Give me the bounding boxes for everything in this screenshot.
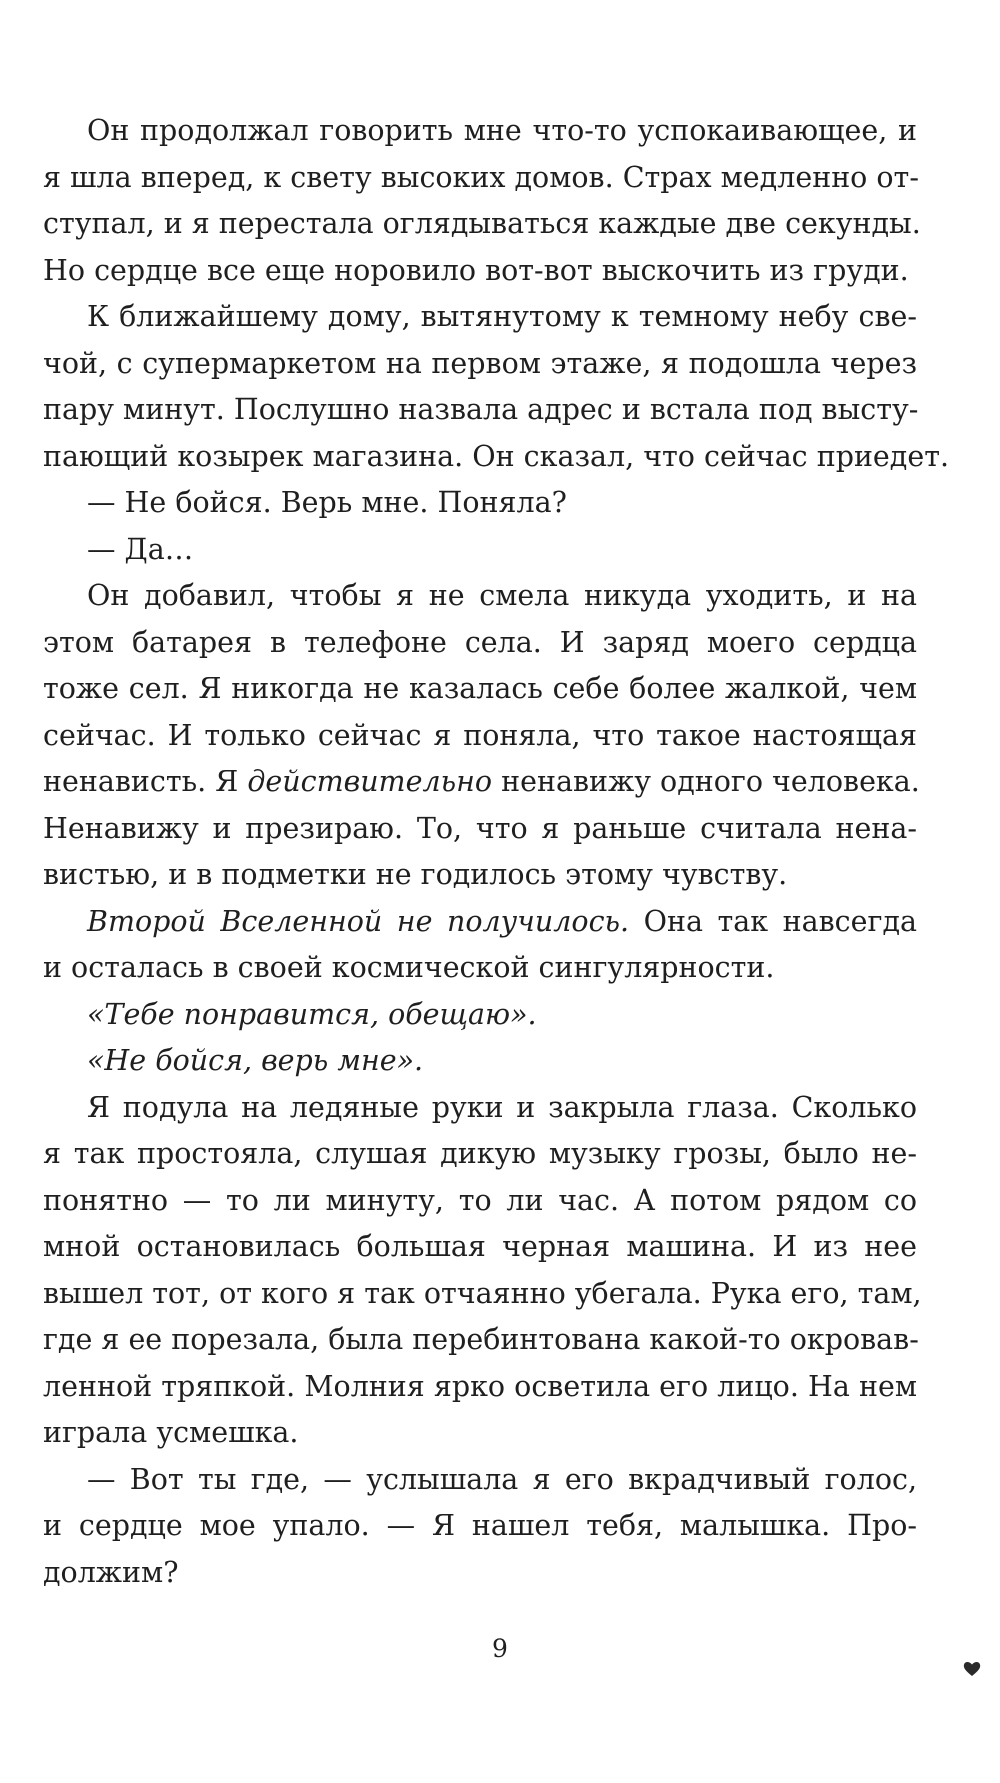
text-run: Я подула на ледяные руки и закрыла глаза. Сколько xyxy=(87,1090,917,1124)
text-line xyxy=(43,852,917,899)
text-run: пару минут. Послушно назвала адрес и встала под высту- xyxy=(43,393,919,426)
text-line xyxy=(43,1364,917,1411)
italic-text: Второй Вселенной не получилось. xyxy=(87,904,630,938)
text-line xyxy=(43,1085,917,1132)
text-line xyxy=(43,480,917,527)
text-run: вышел тот, от кого я так отчаянно убегала. Рука его, там, xyxy=(43,1276,922,1310)
italic-text: «Тебе понравится, обещаю». xyxy=(87,997,537,1031)
text-run: играла усмешка. xyxy=(43,1416,299,1449)
text-line xyxy=(43,1178,917,1225)
text-run: должим? xyxy=(43,1555,179,1589)
text-line xyxy=(43,992,917,1039)
text-line xyxy=(43,201,921,248)
text-run: сейчас. И только сейчас я поняла, что такое настоящая xyxy=(43,718,917,752)
text-line xyxy=(43,899,917,946)
text-line xyxy=(43,1457,917,1504)
text-run: и осталась в своей космической сингулярности. xyxy=(43,951,775,984)
text-line xyxy=(43,945,917,992)
text-run: чой, с супермаркетом на первом этаже, я подошла через xyxy=(43,346,917,380)
text-line xyxy=(43,1224,917,1271)
text-line xyxy=(43,294,917,341)
text-run: ступал, и я перестала оглядываться каждые две секунды. xyxy=(43,207,921,240)
text-run: К ближайшему дому, вытянутому к темному небу све- xyxy=(87,300,917,333)
text-run: Он продолжал говорить мне что-то успокаивающее, и xyxy=(87,114,917,147)
text-run: Она так навсегда xyxy=(629,904,917,938)
text-line xyxy=(43,155,917,202)
text-line xyxy=(43,620,917,667)
text-line xyxy=(43,248,917,295)
text-line xyxy=(43,759,920,806)
text-line xyxy=(43,806,917,853)
text-run: Но сердце все еще норовило вот-вот выскочить из груди. xyxy=(43,253,909,287)
text-line xyxy=(43,1038,917,1085)
text-line xyxy=(43,1410,917,1457)
text-line xyxy=(43,713,917,760)
heart-icon xyxy=(962,1659,982,1679)
text-run: мной остановилась большая черная машина. И из нее xyxy=(43,1230,917,1263)
text-run: тоже сел. Я никогда не казалась себе более жалкой, чем xyxy=(43,672,917,705)
text-line xyxy=(43,666,917,713)
text-line xyxy=(43,434,950,481)
text-line xyxy=(43,573,917,620)
text-run: Ненавижу и презираю. То, что я раньше считала нена- xyxy=(43,811,917,845)
text-line xyxy=(43,341,917,388)
text-run: Он добавил, чтобы я не смела никуда уходить, и на xyxy=(87,579,917,612)
text-line xyxy=(43,1131,917,1178)
page-body xyxy=(43,108,950,1596)
italic-text: действительно xyxy=(247,765,493,798)
text-line xyxy=(43,1317,917,1364)
page-number: 9 xyxy=(492,1634,508,1663)
text-line xyxy=(43,387,917,434)
text-run: понятно — то ли минуту, то ли час. А потом рядом со xyxy=(43,1183,917,1217)
text-run: вистью, и в подметки не годилось этому чувству. xyxy=(43,858,788,891)
text-run: — Не бойся. Верь мне. Поняла? xyxy=(87,486,567,519)
text-line xyxy=(43,1550,917,1597)
text-run: — Да… xyxy=(87,532,194,566)
text-run: — Вот ты где, — услышала я его вкрадчивый голос, xyxy=(87,1462,917,1496)
text-run: ненавижу одного человека. xyxy=(492,765,920,798)
text-line xyxy=(43,527,917,574)
text-run: и сердце мое упало. — Я нашел тебя, малышка. Про- xyxy=(43,1509,917,1542)
text-line xyxy=(43,108,917,155)
italic-text: «Не бойся, верь мне». xyxy=(87,1044,424,1077)
text-run: я так простояла, слушая дикую музыку грозы, было не- xyxy=(43,1137,917,1170)
text-run: ленной тряпкой. Молния ярко осветила его лицо. На нем xyxy=(43,1369,917,1403)
text-line xyxy=(43,1271,922,1318)
text-run: где я ее порезала, была перебинтована какой-то окровав- xyxy=(43,1323,919,1356)
text-run: я шла вперед, к свету высоких домов. Страх медленно от- xyxy=(43,160,919,194)
text-line xyxy=(43,1503,917,1550)
text-run: ненависть. Я xyxy=(43,765,248,798)
text-run: этом батарея в телефоне села. И заряд моего сердца xyxy=(43,625,917,659)
text-run: пающий козырек магазина. Он сказал, что сейчас приедет. xyxy=(43,439,950,473)
